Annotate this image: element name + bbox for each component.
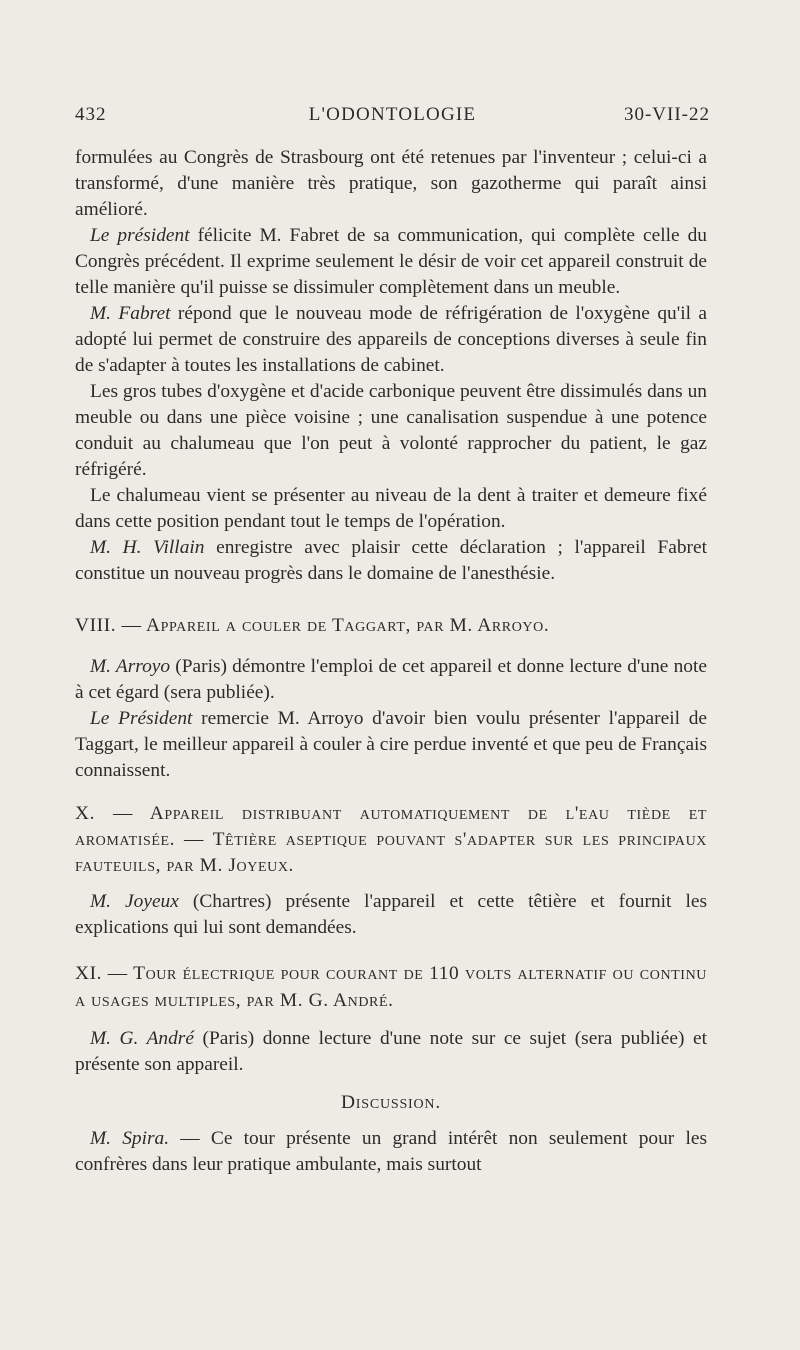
- page-body: [75, 145, 707, 1178]
- speaker-name: M. Fabret: [90, 303, 171, 324]
- paragraph-arroyo: [75, 654, 707, 706]
- paragraph-spira: [75, 1126, 707, 1178]
- issue-date: 30-VII-22: [623, 104, 710, 125]
- paragraph-president-response: [75, 223, 707, 301]
- speaker-name: M. Arroyo: [90, 656, 171, 677]
- paragraph-villain: [75, 535, 707, 587]
- paragraph-gas-tubes: [75, 379, 707, 483]
- section-heading-viii: VIII. — Appareil a couler de Taggart, par M. Arroyo.: [75, 615, 550, 636]
- speaker-name: M. G. André: [90, 1028, 194, 1049]
- paragraph-fabret-reply: [75, 301, 707, 379]
- paragraph-text: félicite M. Fabret de sa communication, qui complète celle du Congrès précédent. Il exprime seulement le désir de voir cet appareil construit de telle manière qu'il puisse se dissimuler complètement dans un meuble.: [75, 225, 707, 298]
- speaker-name: M. Spira.: [90, 1128, 170, 1149]
- paragraph-text: Les gros tubes d'oxygène et d'acide carbonique peuvent être dissimulés dans un meuble ou dans une pièce voisine ; une canalisation suspendue à une potence conduit au chalumeau que l'on peut à volonté rapprocher du patient, le gaz réfrigéré.: [75, 381, 707, 480]
- paragraph-text: — Ce tour présente un grand intérêt non seulement pour les confrères dans leur pratique ambulante, mais surtout: [75, 1128, 707, 1175]
- speaker-name: M. H. Villain: [90, 537, 205, 558]
- speaker-name: Le président: [90, 225, 190, 246]
- section-heading-x: X. — Appareil distribuant automatiquement de l'eau tiède et aromatisée. — Têtière aseptique pouvant s'adapter sur les principaux fauteuils, par M. Joyeux.: [75, 803, 707, 876]
- paragraph-text: enregistre avec plaisir cette déclaration ; l'appareil Fabret constitue un nouveau progrès dans le domaine de l'anesthésie.: [75, 537, 707, 584]
- paragraph-text: (Chartres) présente l'appareil et cette têtière et fournit les explications qui lui sont demandées.: [75, 891, 707, 938]
- paragraph-text: Le chalumeau vient se présenter au niveau de la dent à traiter et demeure fixé dans cette position pendant tout le temps de l'opération.: [75, 485, 707, 532]
- paragraph-text: formulées au Congrès de Strasbourg ont été retenues par l'inventeur ; celui-ci a transformé, d'une manière très pratique, son gazotherme qui paraît ainsi amélioré.: [75, 147, 707, 220]
- discussion-heading: Discussion.: [340, 1092, 441, 1113]
- paragraph-joyeux: [75, 889, 707, 941]
- page-header: [75, 104, 710, 134]
- paragraph-text: remercie M. Arroyo d'avoir bien voulu présenter l'appareil de Taggart, le meilleur appareil à couler à cire perdue inventé et que peu de Français connaissent.: [75, 708, 707, 781]
- speaker-name: Le Président: [90, 708, 193, 729]
- paragraph-andre: [75, 1026, 707, 1078]
- page-number: 432: [75, 104, 107, 125]
- paragraph-chalumeau: [75, 483, 707, 535]
- paragraph-text: (Paris) démontre l'emploi de cet appareil et donne lecture d'une note à cet égard (sera publiée).: [75, 656, 707, 703]
- paragraph-continuation: [75, 145, 707, 223]
- paragraph-text: (Paris) donne lecture d'une note sur ce sujet (sera publiée) et présente son appareil.: [75, 1028, 707, 1075]
- running-title: L'ODONTOLOGIE: [308, 104, 477, 125]
- paragraph-president-thanks: [75, 706, 707, 784]
- speaker-name: M. Joyeux: [90, 891, 179, 912]
- paragraph-text: répond que le nouveau mode de réfrigération de l'oxygène qu'il a adopté lui permet de construire des appareils de conceptions diverses à seule fin de s'adapter à toutes les installations de cabinet.: [75, 303, 708, 376]
- section-heading-xi: XI. — Tour électrique pour courant de 110 volts alternatif ou continu a usages multiples, par M. G. André.: [75, 963, 707, 1011]
